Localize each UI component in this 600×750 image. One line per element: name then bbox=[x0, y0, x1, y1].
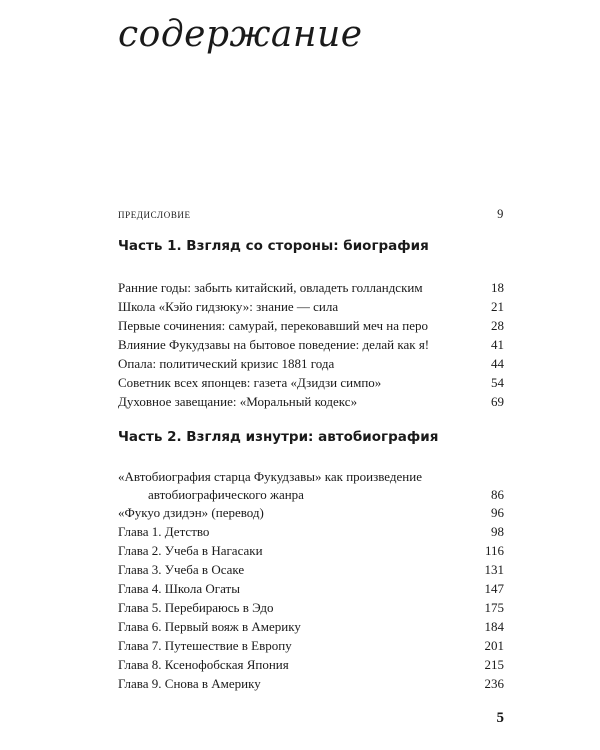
toc-entry bbox=[118, 280, 504, 296]
toc-entry-label: Школа «Кэйо гидзюку»: знание — сила bbox=[118, 299, 339, 314]
toc-entry bbox=[118, 600, 504, 616]
toc-entry bbox=[118, 524, 504, 540]
toc-entry-label: Глава 1. Детство bbox=[118, 524, 210, 539]
toc-entry-label: Глава 7. Путешествие в Европу bbox=[118, 638, 292, 653]
toc-entry bbox=[118, 356, 504, 372]
toc-entry-page: 175 bbox=[484, 600, 504, 615]
toc-entry bbox=[118, 562, 504, 578]
toc-entry-page: 116 bbox=[484, 543, 504, 558]
toc-entry-preface bbox=[118, 206, 504, 222]
toc-entry-intro bbox=[148, 487, 504, 503]
toc-entry bbox=[118, 505, 504, 521]
toc-entry-label: Духовное завещание: «Моральный кодекс» bbox=[118, 394, 358, 409]
toc-entry-label: Глава 8. Ксенофобская Япония bbox=[118, 657, 289, 672]
toc-entry-label: Глава 4. Школа Огаты bbox=[118, 581, 240, 596]
toc-entry-page: 147 bbox=[484, 581, 504, 596]
toc-entry-page: 96 bbox=[491, 505, 504, 520]
toc-entry-page: 184 bbox=[484, 619, 504, 634]
toc-entry-label: Глава 5. Перебираюсь в Эдо bbox=[118, 600, 274, 615]
toc-entry-label: Ранние годы: забыть китайский, овладеть голландским bbox=[118, 280, 423, 295]
toc-entry-page: 69 bbox=[491, 394, 504, 409]
toc-entry-page: 98 bbox=[491, 524, 504, 539]
toc-entry bbox=[118, 394, 504, 410]
toc-entry-page: 86 bbox=[491, 487, 504, 502]
toc-entry-label: Глава 9. Снова в Америку bbox=[118, 676, 261, 691]
toc-entry bbox=[118, 543, 504, 559]
toc-entry bbox=[118, 581, 504, 597]
toc-entry-page: 201 bbox=[484, 638, 504, 653]
toc-entry-intro-line1: «Автобиография старца Фукудзавы» как произведение bbox=[118, 469, 422, 484]
toc-entry bbox=[118, 318, 504, 334]
toc-entry-label: Советник всех японцев: газета «Дзидзи симпо» bbox=[118, 375, 382, 390]
page-title: содержание bbox=[118, 14, 363, 55]
page-number: 5 bbox=[496, 710, 504, 726]
toc-entry bbox=[118, 657, 504, 673]
toc-entry-label: предисловие bbox=[118, 207, 191, 221]
toc-entry-label: Глава 3. Учеба в Осаке bbox=[118, 562, 245, 577]
toc-entry bbox=[118, 299, 504, 315]
toc-entry bbox=[118, 337, 504, 353]
toc-entry-page: 44 bbox=[491, 356, 504, 371]
toc-entry-page: 9 bbox=[497, 207, 504, 221]
toc-entry bbox=[118, 619, 504, 635]
toc-entry bbox=[118, 676, 504, 692]
toc-entry-page: 131 bbox=[484, 562, 504, 577]
toc-entry-label: Глава 6. Первый вояж в Америку bbox=[118, 619, 301, 634]
part2-heading: Часть 2. Взгляд изнутри: автобиография bbox=[118, 429, 439, 445]
toc-entry-page: 28 bbox=[491, 318, 504, 333]
toc-entry-page: 215 bbox=[484, 657, 504, 672]
toc-entry-page: 18 bbox=[491, 280, 504, 295]
toc-entry bbox=[118, 375, 504, 391]
part1-heading: Часть 1. Взгляд со стороны: биография bbox=[118, 238, 429, 254]
toc-entry-page: 54 bbox=[491, 375, 504, 390]
toc-entry-page: 236 bbox=[484, 676, 504, 691]
toc-entry-label: «Фукуо дзидэн» (перевод) bbox=[118, 505, 264, 520]
toc-entry-page: 41 bbox=[491, 337, 504, 352]
toc-entry-label: Первые сочинения: самурай, перековавший меч на перо bbox=[118, 318, 428, 333]
toc-entry-page: 21 bbox=[491, 299, 504, 314]
toc-entry-label: Влияние Фукудзавы на бытовое поведение: делай как я! bbox=[118, 337, 430, 352]
toc-entry-label: Глава 2. Учеба в Нагасаки bbox=[118, 543, 263, 558]
toc-entry bbox=[118, 638, 504, 654]
toc-entry-label: автобиографического жанра bbox=[148, 487, 304, 502]
toc-entry-label: Опала: политический кризис 1881 года bbox=[118, 356, 335, 371]
